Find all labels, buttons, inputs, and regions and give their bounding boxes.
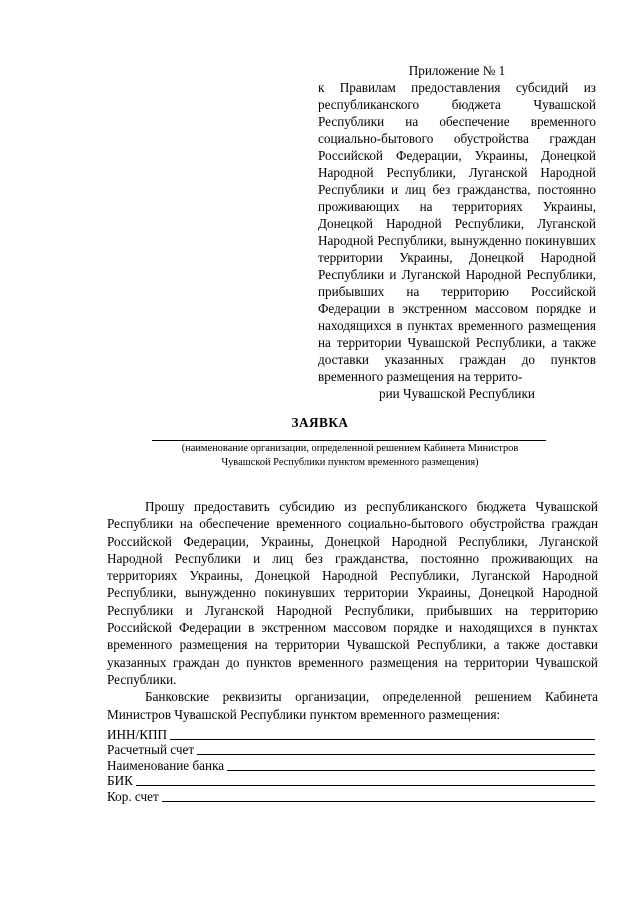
organization-caption	[150, 442, 550, 470]
appendix-text: к Правилам предоставления субсидий из республиканского бюджета Чувашской Республики на обеспечение временного социально-бытового обустройства граждан Российской Федерации, Украины, Донецкой Народной Республики, Луганской Народной Республики и лиц без гражданства, постоянно проживающих на территориях Украины, Донецкой Народной Республики, Луганской Народной Республики, вынужденно покинувших территории Украины, Донецкой Народной Республики и Луганской Народной Республики, прибывших на территорию Российской Федерации в экстренном массовом порядке и находящихся в пунктах временного размещения на территории Чувашской Республики, а также доставки указанных граждан до пунктов временного размещения на террито-	[318, 80, 596, 384]
field-corr-account	[107, 789, 595, 805]
field-fill-line	[170, 739, 595, 740]
field-fill-line	[136, 785, 595, 786]
field-fill-line	[197, 754, 595, 755]
field-label: Кор. счет	[107, 788, 159, 804]
request-paragraph: Прошу предоставить субсидию из республиканского бюджета Чувашской Республики на обеспечение временного социально-бытового обустройства граждан Российской Федерации, Украины, Донецкой Народной Республики, Луганской Народной Республики и лиц без гражданства, постоянно проживающих на территориях Украины, Донецкой Народной Республики, Луганской Народной Республики, вынужденно покинувших территории Украины, Донецкой Народной Республики и Луганской Народной Республики, прибывших на территорию Российской Федерации в экстренном массовом порядке и находящихся в пунктах временного размещения на территории Чувашской Республики, а также доставки указанных граждан до пунктов временного размещения на территории Чувашской Республики.	[107, 499, 598, 687]
appendix-block	[318, 62, 596, 402]
document-title: ЗАЯВКА	[291, 415, 349, 430]
field-inn-kpp	[107, 727, 595, 743]
field-label: Расчетный счет	[107, 742, 195, 757]
field-label: БИК	[107, 773, 133, 788]
organization-name-line	[152, 440, 546, 441]
bank-details-intro: Банковские реквизиты организации, определенной решением Кабинета Министров Чувашской Республики пунктом временного размещения:	[107, 689, 598, 722]
organization-caption-line2: Чувашской Республики пунктом временного размещения)	[221, 457, 479, 468]
request-body	[107, 498, 598, 723]
field-bank-name	[107, 758, 595, 774]
field-label: Наименование банка	[107, 757, 225, 773]
appendix-last-line: рии Чувашской Республики	[379, 386, 535, 401]
bank-details-fields	[107, 727, 595, 805]
field-bik	[107, 774, 595, 790]
appendix-title: Приложение № 1	[408, 63, 506, 78]
field-label: ИНН/КПП	[107, 726, 168, 742]
field-fill-line	[227, 770, 595, 771]
field-fill-line	[162, 801, 595, 802]
organization-caption-line1: (наименование организации, определенной решением Кабинета Министров	[181, 443, 519, 454]
field-account	[107, 743, 595, 759]
